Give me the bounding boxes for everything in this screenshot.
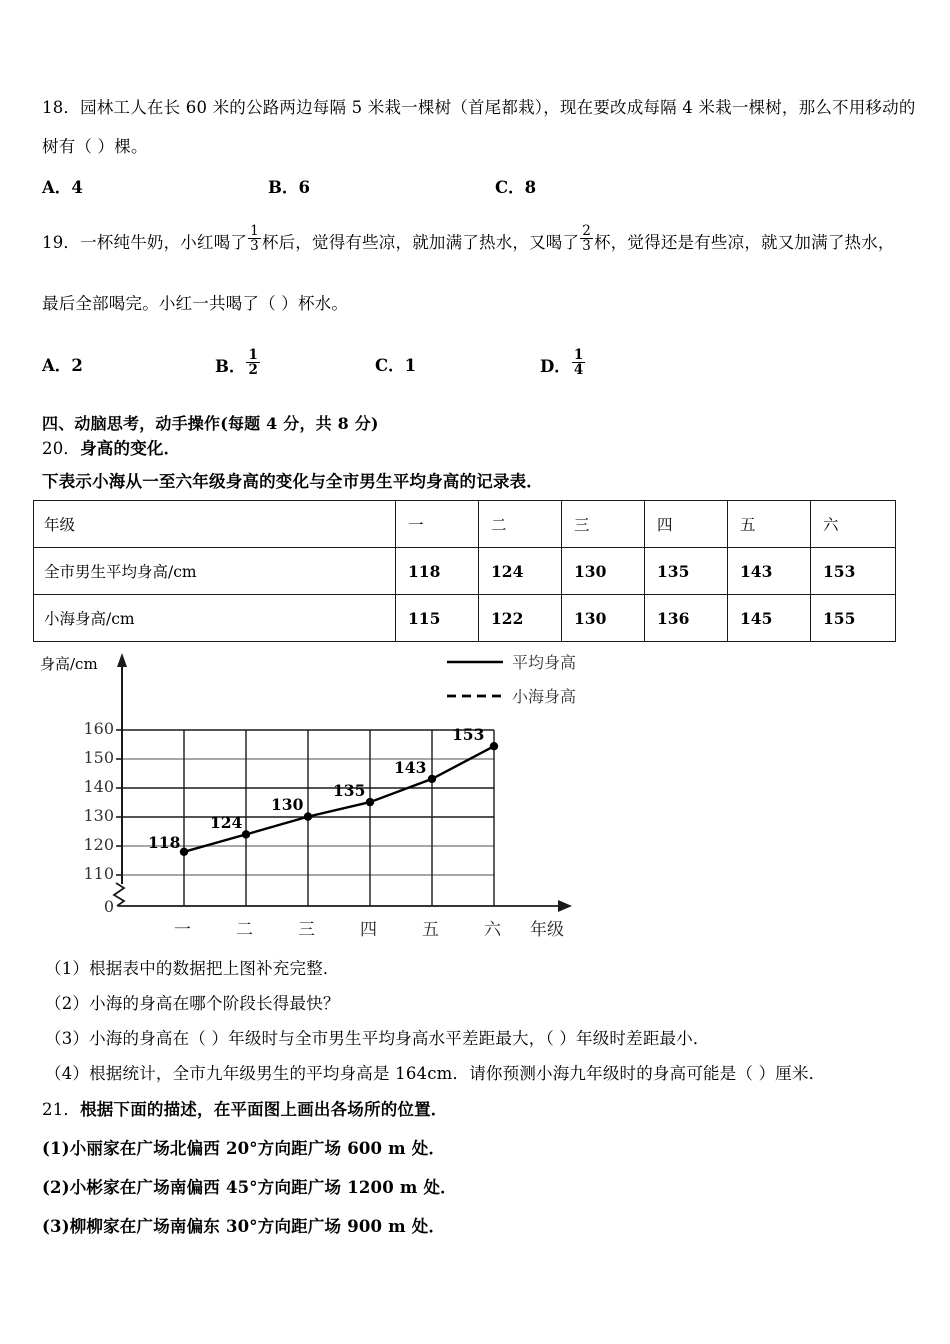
question-21-item-2: (2)小彬家在广场南偏西 45°方向距广场 1200 m 处． <box>42 1178 457 1197</box>
legend-label-xiaohai: 小海身高 <box>512 687 577 706</box>
data-label-grade-5: 143 <box>394 758 427 777</box>
fraction-one-third <box>248 224 261 253</box>
question-21-number: 21． <box>42 1100 81 1119</box>
data-point <box>304 812 312 820</box>
chart-x-axis-title: 年级 <box>530 920 564 940</box>
question-19-choice-d[interactable] <box>540 346 586 381</box>
question-19-choice-c[interactable] <box>375 352 416 376</box>
choice-value: 6 <box>298 178 310 197</box>
choice-key: B． <box>268 178 299 197</box>
table-row-label: 小海身高/cm <box>34 595 396 642</box>
table-cell: 143 <box>728 548 811 595</box>
question-18-choice-c[interactable] <box>495 174 536 198</box>
table-col-grade-4: 四 <box>645 501 728 548</box>
data-label-grade-6: 153 <box>452 725 485 744</box>
table-row <box>34 595 896 642</box>
data-point <box>180 848 188 856</box>
table-cell: 135 <box>645 548 728 595</box>
chart-ytick-140: 140 <box>83 777 114 796</box>
question-19-text-seg-3: 杯，觉得还是有些凉，就又加满了热水， <box>594 233 895 253</box>
fraction-denominator: 3 <box>582 237 592 254</box>
fraction-one-half <box>246 348 259 377</box>
fraction-numerator: 1 <box>573 346 584 363</box>
chart-xtick-6: 六 <box>484 920 501 940</box>
question-20-sub-3: （3）小海的身高在（ ）年级时与全市男生平均身高水平差距最大，（ ）年级时差距最小． <box>45 1029 710 1048</box>
chart-xtick-3: 三 <box>298 920 315 940</box>
question-20-title: 身高的变化． <box>80 439 181 458</box>
table-row <box>34 548 896 595</box>
fraction-denominator: 3 <box>250 237 259 254</box>
fraction-denominator: 4 <box>573 361 584 378</box>
question-19-choice-b[interactable] <box>215 346 261 381</box>
fraction-numerator: 2 <box>582 222 592 239</box>
choice-key: D． <box>540 357 571 377</box>
choice-key: A． <box>42 356 72 375</box>
choice-value: 4 <box>71 178 83 197</box>
question-19-line-1 <box>42 222 895 257</box>
fraction-numerator: 1 <box>250 222 259 239</box>
question-18-number: 18． <box>42 98 81 117</box>
question-18-choice-b[interactable] <box>268 174 310 198</box>
chart-xtick-1: 一 <box>174 920 191 940</box>
chart-y-axis-title: 身高/cm <box>40 655 98 673</box>
choice-value: 1 <box>404 356 417 375</box>
data-label-grade-1: 118 <box>148 833 181 852</box>
data-point <box>490 742 498 750</box>
table-col-grade-6: 六 <box>811 501 896 548</box>
question-19-choice-a[interactable] <box>42 352 83 376</box>
table-cell: 155 <box>811 595 896 642</box>
question-18-line-1 <box>42 96 916 121</box>
chart-xtick-4: 四 <box>360 920 377 940</box>
table-row-label: 全市男生平均身高/cm <box>34 548 396 595</box>
question-19-text-seg-2: 杯后，觉得有些凉，就加满了热水，又喝了 <box>261 233 580 253</box>
data-label-grade-2: 124 <box>210 813 243 832</box>
legend-label-average: 平均身高 <box>512 653 577 672</box>
data-label-grade-3: 130 <box>271 795 304 814</box>
question-18-line-2: 树有（ ）棵。 <box>42 137 148 156</box>
section-4-heading: 四、动脑思考，动手操作(每题 4 分，共 8 分) <box>42 414 379 433</box>
height-record-table <box>33 500 896 642</box>
table-col-grade-2: 二 <box>479 501 562 548</box>
question-20-sub-1: （1）根据表中的数据把上图补充完整． <box>45 959 340 978</box>
question-20-number: 20． <box>42 439 81 458</box>
chart-xtick-5: 五 <box>422 920 439 940</box>
chart-ytick-110: 110 <box>83 864 114 883</box>
choice-key: C． <box>495 178 525 197</box>
data-point <box>242 830 250 838</box>
chart-plot-area <box>0 645 620 945</box>
chart-ytick-160: 160 <box>83 719 114 738</box>
table-cell: 122 <box>479 595 562 642</box>
question-20-sub-2: （2）小海的身高在哪个阶段长得最快？ <box>45 994 340 1013</box>
table-row-header <box>34 501 896 548</box>
table-row-label: 年级 <box>34 501 396 548</box>
question-20-sub-4: （4）根据统计，全市九年级男生的平均身高是 164cm．请你预测小海九年级时的身高可能是（ ）厘米． <box>45 1064 826 1083</box>
chart-xtick-2: 二 <box>236 920 253 940</box>
data-point <box>366 798 374 806</box>
choice-key: A． <box>42 178 72 197</box>
chart-ytick-120: 120 <box>83 835 114 854</box>
question-21-heading <box>42 1098 448 1123</box>
question-21-item-1: (1)小丽家在广场北偏西 20°方向距广场 600 m 处． <box>42 1139 446 1158</box>
fraction-two-thirds <box>580 224 593 253</box>
table-cell: 118 <box>396 548 479 595</box>
chart-ytick-150: 150 <box>83 748 114 767</box>
table-col-grade-3: 三 <box>562 501 645 548</box>
question-19-text-seg-1: 一杯纯牛奶，小红喝了 <box>80 233 248 253</box>
table-cell: 130 <box>562 595 645 642</box>
table-cell: 136 <box>645 595 728 642</box>
fraction-one-quarter <box>572 348 585 377</box>
table-cell: 124 <box>479 548 562 595</box>
choice-key: B． <box>215 357 246 377</box>
fraction-numerator: 1 <box>248 346 258 363</box>
question-19-number: 19． <box>42 233 81 253</box>
table-col-grade-5: 五 <box>728 501 811 548</box>
table-cell: 130 <box>562 548 645 595</box>
table-cell: 153 <box>811 548 896 595</box>
table-cell: 145 <box>728 595 811 642</box>
question-18-text-1: 园林工人在长 60 米的公路两边每隔 5 米栽一棵树（首尾都栽），现在要改成每隔 4 米栽一棵树，那么不用移动的 <box>80 98 916 117</box>
question-19-line-2: 最后全部喝完。小红一共喝了（ ）杯水。 <box>42 294 349 313</box>
question-20-heading <box>42 437 180 462</box>
chart-ytick-0: 0 <box>103 897 114 916</box>
question-21-item-3: (3)柳柳家在广场南偏东 30°方向距广场 900 m 处． <box>42 1217 446 1236</box>
table-col-grade-1: 一 <box>396 501 479 548</box>
fraction-denominator: 2 <box>248 361 258 378</box>
choice-key: C． <box>375 356 405 375</box>
choice-value: 8 <box>524 178 537 197</box>
height-line-chart <box>0 645 620 945</box>
data-point <box>428 775 436 783</box>
question-21-title: 根据下面的描述，在平面图上画出各场所的位置． <box>80 1100 448 1119</box>
table-cell: 115 <box>396 595 479 642</box>
chart-ytick-130: 130 <box>83 806 114 825</box>
question-20-intro: 下表示小海从一至六年级身高的变化与全市男生平均身高的记录表． <box>42 472 543 491</box>
choice-value: 2 <box>71 356 83 375</box>
data-label-grade-4: 135 <box>333 781 366 800</box>
question-18-choice-a[interactable] <box>42 174 83 198</box>
